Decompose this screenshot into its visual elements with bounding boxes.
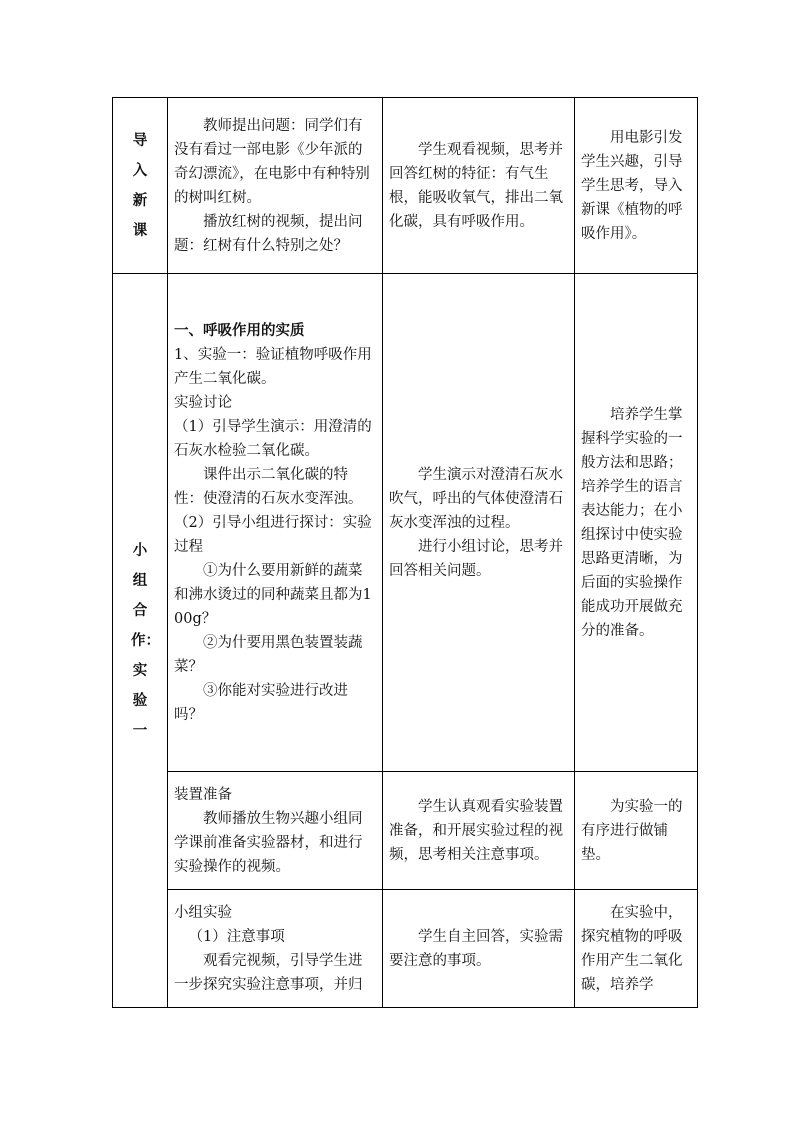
student-text: 学生观看视频，思考并回答红树的特征：有气生根，能吸收氧气，排出二氧化碳，具有呼吸作用。 xyxy=(389,141,563,230)
student-activity-cell xyxy=(383,772,575,890)
table-row xyxy=(113,98,698,274)
teacher-text: ③你能对实验进行改进吗？ xyxy=(174,682,348,723)
teacher-text: ②为什要用黑色装置装蔬菜？ xyxy=(174,634,363,675)
intent-text: 用电影引发学生兴趣，引导学生思考，导入新课《植物的呼吸作用》。 xyxy=(581,129,683,242)
student-activity-cell xyxy=(383,890,575,1008)
teacher-text: （2）引导小组进行探讨：实验过程 xyxy=(174,514,372,555)
subsection-heading: 小组实验 xyxy=(174,904,232,921)
design-intent-cell xyxy=(575,98,698,274)
intent-text: 培养学生掌握科学实验的一般方法和思路；培养学生的语言表达能力；在小组探讨中使实验思路更清晰，为后面的实验操作能成功开展做充分的准备。 xyxy=(581,406,683,639)
teacher-text: 观看完视频，引导学生进一步探究实验注意事项，并归 xyxy=(174,952,363,993)
student-text: 进行小组讨论，思考并回答相关问题。 xyxy=(389,538,563,579)
table-row xyxy=(113,772,698,890)
student-activity-cell xyxy=(383,274,575,772)
student-text: 学生演示对澄清石灰水吹气，呼出的气体使澄清石灰水变浑浊的过程。 xyxy=(389,466,563,531)
section-heading: 一、呼吸作用的实质 xyxy=(174,321,305,339)
table-row xyxy=(113,274,698,772)
teacher-text: 教师提出问题：同学们有没有看过一部电影《少年派的奇幻漂流》，在电影中有种特别的树叫红树。 xyxy=(174,117,370,206)
student-text: 学生认真观看实验装置准备，和开展实验过程的视频，思考相关注意事项。 xyxy=(389,798,563,863)
stage-cell xyxy=(113,274,168,1008)
intent-text: 为实验一的有序进行做铺垫。 xyxy=(581,798,683,863)
intent-text: 在实验中，探究植物的呼吸作用产生二氧化碳，培养学 xyxy=(581,904,683,993)
stage-cell xyxy=(113,98,168,274)
lesson-plan-table xyxy=(112,97,698,1008)
teacher-text: ①为什么要用新鲜的蔬菜和沸水烫过的同种蔬菜且都为100g？ xyxy=(174,562,372,627)
subsection-heading: 装置准备 xyxy=(174,786,232,803)
teacher-text: 1、实验一：验证植物呼吸作用产生二氧化碳。 xyxy=(174,346,372,387)
stage-label: 小组合作：实验一 xyxy=(131,541,160,739)
teacher-activity-cell xyxy=(168,274,383,772)
design-intent-cell xyxy=(575,772,698,890)
student-text: 学生自主回答，实验需要注意的事项。 xyxy=(389,928,563,969)
table-row xyxy=(113,890,698,1008)
teacher-text: （1）注意事项 xyxy=(188,928,285,945)
teacher-text: 播放红树的视频，提出问题：红树有什么特别之处？ xyxy=(174,213,363,254)
teacher-text: 实验讨论 xyxy=(174,394,232,411)
teacher-text: 教师播放生物兴趣小组同学课前准备实验器材，和进行实验操作的视频。 xyxy=(174,810,363,875)
design-intent-cell xyxy=(575,274,698,772)
student-activity-cell xyxy=(383,98,575,274)
stage-label: 导入新课 xyxy=(132,131,148,239)
teacher-activity-cell xyxy=(168,98,383,274)
teacher-activity-cell xyxy=(168,890,383,1008)
teacher-activity-cell xyxy=(168,772,383,890)
teacher-text: 课件出示二氧化碳的特性：使澄清的石灰水变浑浊。 xyxy=(174,466,363,507)
design-intent-cell xyxy=(575,890,698,1008)
teacher-text: （1）引导学生演示：用澄清的石灰水检验二氧化碳。 xyxy=(174,418,372,459)
